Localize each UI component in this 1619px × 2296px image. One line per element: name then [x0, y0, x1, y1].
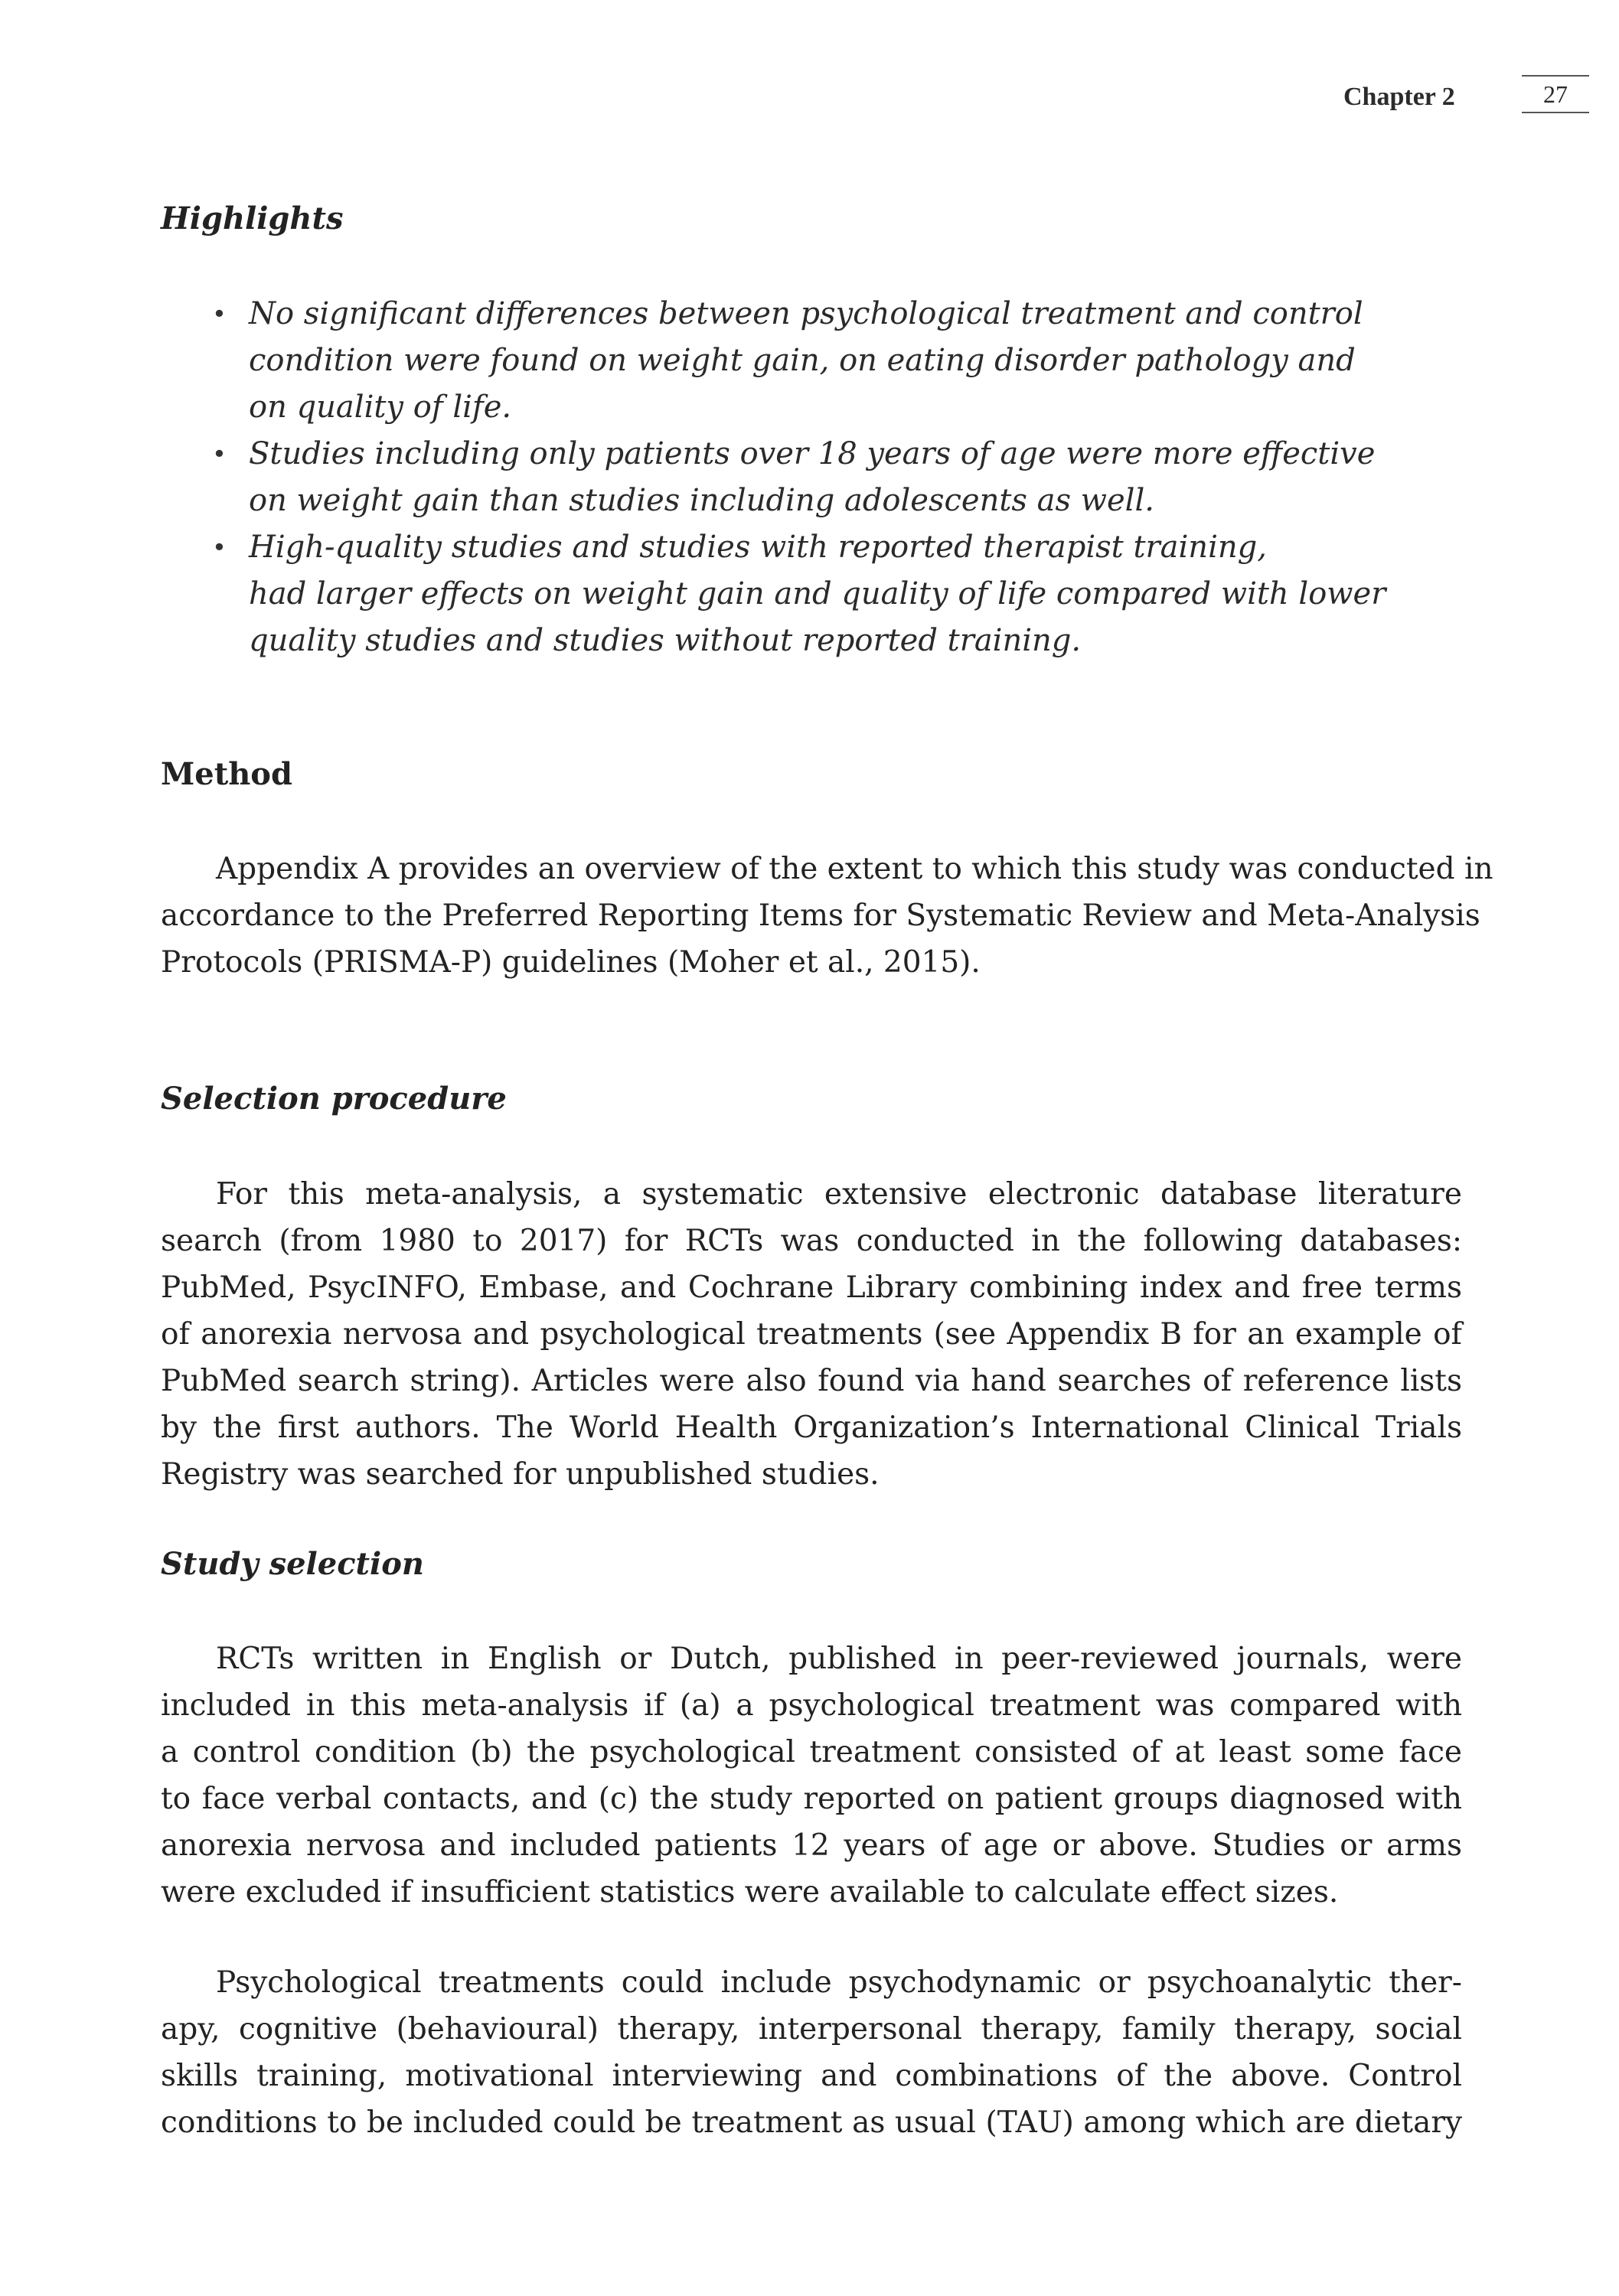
highlight-line: had larger effects on weight gain and quality of life compared with lower — [249, 576, 1386, 612]
paragraph-line: by the first authors. The World Health Organization’s International Clinical Trials — [161, 1411, 1462, 1445]
study-selection-paragraph-2 — [161, 1959, 1462, 2146]
paragraph-line: For this meta-analysis, a systematic extensive electronic database literature — [216, 1177, 1462, 1212]
page-number: 27 — [1522, 75, 1589, 113]
paragraph-line: anorexia nervosa and included patients 12 years of age or above. Studies or arms — [161, 1828, 1462, 1863]
highlight-line: on weight gain than studies including adolescents as well. — [249, 483, 1154, 518]
paragraph-line: Registry was searched for unpublished studies. — [161, 1457, 880, 1492]
highlights-heading: Highlights — [161, 201, 344, 236]
paragraph-line: a control condition (b) the psychological treatment consisted of at least some face — [161, 1735, 1462, 1769]
study-selection-heading: Study selection — [161, 1546, 424, 1582]
bullet-icon: • — [212, 439, 227, 468]
bullet-icon: • — [212, 533, 227, 562]
paragraph-line: Protocols (PRISMA-P) guidelines (Moher et al., 2015). — [161, 945, 981, 980]
highlight-line: Studies including only patients over 18 years of age were more effective — [249, 436, 1376, 471]
paragraph-line: accordance to the Preferred Reporting Items for Systematic Review and Meta-Analysis — [161, 899, 1480, 933]
highlight-line: No significant differences between psychological treatment and control — [249, 296, 1363, 331]
paragraph-line: were excluded if insufficient statistics were available to calculate effect sizes. — [161, 1875, 1339, 1910]
paragraph-line: apy, cognitive (behavioural) therapy, interpersonal therapy, family therapy, social — [161, 2012, 1462, 2047]
running-header-chapter: Chapter 2 — [1343, 83, 1455, 111]
paragraph-line: to face verbal contacts, and (c) the study reported on patient groups diagnosed with — [161, 1782, 1462, 1816]
selection-procedure-paragraph — [161, 1171, 1462, 1498]
paragraph-line: of anorexia nervosa and psychological treatments (see Appendix B for an example of — [161, 1317, 1462, 1352]
highlight-item-2 — [212, 431, 1474, 524]
paragraph-line: included in this meta-analysis if (a) a psychological treatment was compared with — [161, 1688, 1462, 1723]
paragraph-line: search (from 1980 to 2017) for RCTs was conducted in the following databases: — [161, 1224, 1462, 1258]
method-paragraph — [161, 846, 1493, 986]
paragraph-line: RCTs written in English or Dutch, published in peer-reviewed journals, were — [216, 1642, 1462, 1676]
method-heading: Method — [161, 756, 292, 792]
highlight-line: High-quality studies and studies with reported therapist training, — [249, 530, 1267, 565]
paragraph-line: Appendix A provides an overview of the extent to which this study was conducted in — [216, 852, 1493, 886]
selection-procedure-heading: Selection procedure — [161, 1081, 507, 1117]
highlight-item-1 — [212, 291, 1474, 431]
bullet-icon: • — [212, 299, 227, 328]
study-selection-paragraph-1 — [161, 1636, 1462, 1916]
highlight-line: on quality of life. — [249, 390, 512, 425]
paragraph-line: Psychological treatments could include psychodynamic or psychoanalytic ther- — [216, 1965, 1462, 2000]
highlight-line: condition were found on weight gain, on eating disorder pathology and — [249, 343, 1356, 378]
highlight-item-3 — [212, 524, 1474, 664]
paragraph-line: PubMed, PsycINFO, Embase, and Cochrane Library combining index and free terms — [161, 1270, 1462, 1305]
paragraph-line: conditions to be included could be treatment as usual (TAU) among which are dietary — [161, 2105, 1462, 2140]
paragraph-line: skills training, motivational interviewing and combinations of the above. Control — [161, 2059, 1462, 2093]
highlight-line: quality studies and studies without reported training. — [249, 623, 1082, 658]
paragraph-line: PubMed search string). Articles were also found via hand searches of reference lists — [161, 1364, 1462, 1398]
